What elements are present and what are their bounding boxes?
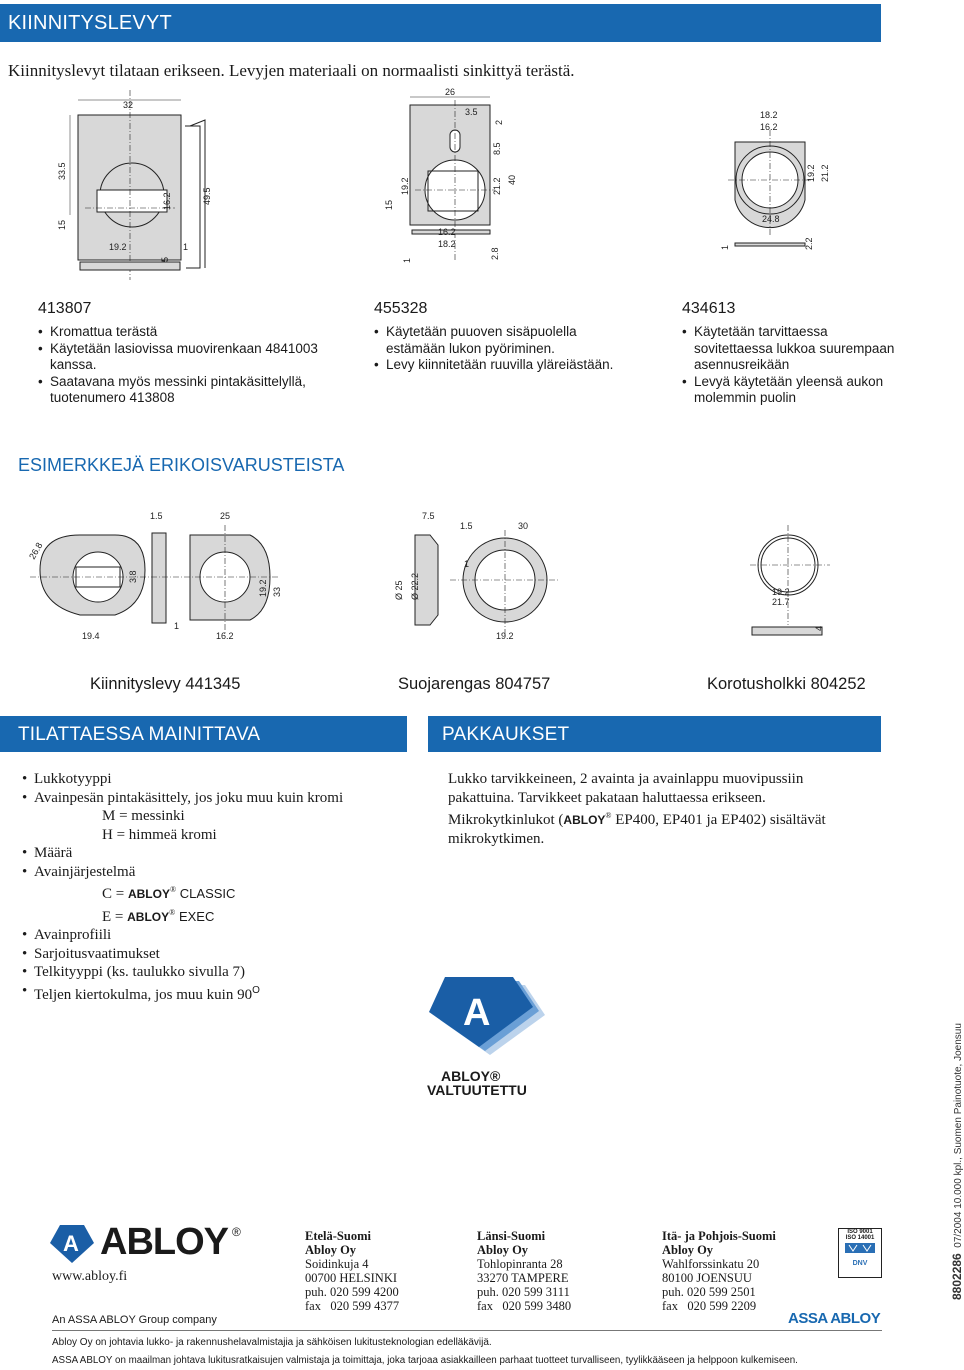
drawing-804757 bbox=[380, 505, 570, 645]
packaging-text bbox=[448, 770, 868, 848]
dim-26-8: 26.8 bbox=[27, 540, 45, 561]
abloy-logo-reg: ® bbox=[232, 1225, 241, 1239]
list-item: C = ABLOY® CLASSIC bbox=[102, 885, 236, 902]
footer-rule bbox=[52, 1330, 882, 1331]
dim-19-2c: 19.2 bbox=[806, 164, 816, 182]
list-item: • Lukkotyyppi bbox=[22, 770, 402, 789]
dim-19-4: 19.4 bbox=[82, 631, 100, 641]
list-item: • Sarjoitusvaatimukset bbox=[22, 945, 402, 964]
ordering-list bbox=[22, 770, 402, 1004]
dim-o22-2: Ø 22.2 bbox=[410, 572, 420, 600]
examples-title: ESIMERKKEJÄ ERIKOISVARUSTEISTA bbox=[18, 455, 345, 475]
product-455328 bbox=[374, 300, 614, 374]
dim-18-2c: 18.2 bbox=[760, 110, 778, 120]
product-434613 bbox=[682, 300, 902, 407]
abloy-authorized-badge bbox=[395, 975, 575, 1080]
ordering-bar bbox=[0, 716, 407, 752]
dim-19-2e: 19.2 bbox=[496, 631, 514, 641]
footer-line1: Abloy Oy on johtavia lukko- ja rakennushelavalmistajia ja sähköisen lukitusteknologian edelläkävijä. bbox=[52, 1337, 492, 1348]
list-item: • Avainjärjestelmä bbox=[22, 863, 402, 882]
packaging-line1: Lukko tarvikkeineen, 2 avainta ja avainlappu muovipussiin pakattuina. Tarvikkeet pakataan haluttaessa erikseen. bbox=[448, 771, 804, 806]
packaging-line2: Mikrokytkinlukot (ABLOY® EP400, EP401 ja EP402) sisältävät mikrokytkimen. bbox=[448, 811, 826, 847]
list-item: • Määrä bbox=[22, 844, 402, 863]
list-item: • Käytetään puuoven sisäpuolella estämään lukon pyöriminen. bbox=[374, 324, 614, 357]
dim-21-2: 21.2 bbox=[492, 177, 502, 195]
dim-49-5: 49.5 bbox=[202, 187, 212, 205]
cert-iso2: ISO 14001 bbox=[845, 1235, 875, 1241]
list-item: • Avainpesän pintakäsittely, jos joku muu kuin kromi bbox=[22, 789, 402, 808]
print-text: 07/2004 10.000 kpl., Suomen Painotuote, Joensuu bbox=[953, 1023, 964, 1248]
svg-text:A: A bbox=[63, 1231, 79, 1256]
caption-korotusholkki: Korotusholkki 804252 bbox=[707, 675, 866, 693]
dim-21-2c: 21.2 bbox=[820, 164, 830, 182]
badge-line2: VALTUUTETTU bbox=[427, 1082, 527, 1098]
drawing-434613 bbox=[710, 100, 840, 260]
page-title: KIINNITYSLEVYT bbox=[8, 12, 172, 34]
print-info-vertical bbox=[950, 1023, 964, 1300]
drawing-804252 bbox=[740, 505, 840, 645]
list-item: • Teljen kiertokulma, jos muu kuin $90^O$ bbox=[22, 982, 402, 1005]
product-number: 434613 bbox=[682, 300, 736, 317]
caption-kiinnityslevy: Kiinnityslevy 441345 bbox=[90, 675, 241, 693]
drawing-413807 bbox=[45, 90, 230, 290]
assa-abloy-logo: ASSA ABLOY bbox=[788, 1310, 881, 1327]
list-item: • Käytetään lasiovissa muovirenkaan 4841003 kanssa. bbox=[38, 341, 328, 374]
dim-2-8: 2.8 bbox=[490, 247, 500, 260]
product-413807 bbox=[38, 300, 328, 407]
dim-19-2f: 19.2 bbox=[772, 587, 790, 597]
abloy-a-icon bbox=[50, 1225, 94, 1263]
dim-16-2b: 16.2 bbox=[438, 227, 456, 237]
badge-text bbox=[427, 1069, 527, 1097]
print-code: 8802286 bbox=[950, 1253, 964, 1300]
list-item: • Avainprofiili bbox=[22, 926, 402, 945]
dim-19-2d: 19.2 bbox=[258, 579, 268, 597]
abloy-logo bbox=[50, 1221, 250, 1265]
dim-3-8: 3.8 bbox=[128, 570, 138, 583]
list-item: • Kromattua terästä bbox=[38, 324, 328, 341]
dim-26: 26 bbox=[445, 87, 456, 97]
abloy-logo-word: ABLOY bbox=[100, 1221, 228, 1263]
dim-4: 4 bbox=[814, 625, 824, 631]
dim-24-8: 24.8 bbox=[762, 214, 780, 224]
dim-7-5: 7.5 bbox=[422, 511, 435, 521]
list-item: M = messinki bbox=[102, 808, 185, 824]
dim-o25: Ø 25 bbox=[394, 580, 404, 600]
cert-badge bbox=[838, 1228, 882, 1278]
dim-33-5: 33.5 bbox=[57, 162, 67, 180]
ordering-title: TILATTAESSA MAINITTAVA bbox=[18, 724, 261, 745]
dim-19-2: 19.2 bbox=[109, 242, 127, 252]
header-bar bbox=[0, 4, 881, 42]
list-item: E = ABLOY® EXEC bbox=[102, 907, 215, 925]
office-lansi: Länsi-Suomi Abloy Oy Tohlopinranta 28 33270 TAMPERE puh. 020 599 3111 fax 020 599 3480 bbox=[477, 1229, 572, 1313]
dim-2-2: 2.2 bbox=[804, 237, 814, 250]
drawing-441345 bbox=[20, 505, 300, 645]
website[interactable]: www.abloy.fi bbox=[52, 1269, 128, 1284]
dim-8-5: 8.5 bbox=[492, 142, 502, 155]
packaging-title: PAKKAUKSET bbox=[442, 724, 570, 745]
footer-line2: ASSA ABLOY on maailman johtava lukitusratkaisujen valmistaja ja toimittaja, joka tarjoaa asiakkailleen parhaat tuotteet turvalliseen, tyylikkääseen ja helppoon kulkemiseen. bbox=[52, 1355, 798, 1366]
drawing-455328 bbox=[380, 85, 530, 265]
dim-25: 25 bbox=[220, 511, 231, 521]
dim-5: 5 bbox=[160, 256, 170, 262]
dim-30: 30 bbox=[518, 521, 529, 531]
dim-32: 32 bbox=[123, 100, 134, 110]
list-item: • Saatavana myös messinki pintakäsittelyllä, tuotenumero 413808 bbox=[38, 374, 328, 407]
list-item: H = himmeä kromi bbox=[102, 826, 217, 843]
intro-text: Kiinnityslevyt tilataan erikseen. Levyjen materiaali on normaalisti sinkittyä terästä. bbox=[8, 61, 575, 80]
dim-19-2b: 19.2 bbox=[400, 177, 410, 195]
dim-1e: 1 bbox=[464, 559, 470, 569]
badge-line1: ABLOY® bbox=[441, 1068, 501, 1084]
dim-3-5: 3.5 bbox=[465, 107, 478, 117]
list-item: • Levy kiinnitetään ruuvilla yläreiästään. bbox=[374, 357, 614, 374]
dim-16-2c: 16.2 bbox=[760, 122, 778, 132]
office-ita-pohjois: Itä- ja Pohjois-Suomi Abloy Oy Wahlforssinkatu 20 80100 JOENSUU puh. 020 599 2501 fax 020 599 2209 bbox=[662, 1229, 776, 1313]
dim-33: 33 bbox=[272, 586, 282, 597]
cert-iso1: ISO 9001 bbox=[847, 1229, 873, 1235]
office-etela: Etelä-Suomi Abloy Oy Soidinkuja 4 00700 HELSINKI puh. 020 599 4200 fax 020 599 4377 bbox=[305, 1229, 400, 1313]
cert-dnv: DNV bbox=[852, 1260, 868, 1267]
dim-40: 40 bbox=[507, 174, 517, 185]
product-number: 413807 bbox=[38, 300, 92, 317]
dim-1-5b: 1.5 bbox=[460, 521, 473, 531]
list-item: • Levyä käytetään yleensä aukon molemmin puolin bbox=[682, 374, 902, 407]
dim-15b: 15 bbox=[384, 199, 394, 210]
dnv-icon bbox=[839, 1241, 881, 1255]
dim-16-2d: 16.2 bbox=[216, 631, 234, 641]
dim-21-7: 21.7 bbox=[772, 597, 790, 607]
dim-2: 2 bbox=[494, 119, 504, 125]
dim-16-2: 16.2 bbox=[162, 192, 172, 210]
group-company: An ASSA ABLOY Group company bbox=[52, 1314, 217, 1326]
dim-1-5: 1.5 bbox=[150, 511, 163, 521]
product-number: 455328 bbox=[374, 300, 428, 317]
dim-1c: 1 bbox=[720, 244, 730, 250]
list-item: • Telkityyppi (ks. taulukko sivulla 7) bbox=[22, 963, 402, 982]
dim-15: 15 bbox=[57, 219, 67, 230]
badge-letter: A bbox=[463, 992, 491, 1034]
packaging-bar bbox=[428, 716, 881, 752]
list-item: • Käytetään tarvittaessa sovitettaessa lukkoa suurempaan asennusreikään bbox=[682, 324, 902, 374]
caption-suojarengas: Suojarengas 804757 bbox=[398, 675, 551, 693]
dim-18-2: 18.2 bbox=[438, 239, 456, 249]
dim-1: 1 bbox=[183, 242, 189, 252]
dim-1b: 1 bbox=[402, 257, 412, 263]
dim-1d: 1 bbox=[174, 621, 180, 631]
